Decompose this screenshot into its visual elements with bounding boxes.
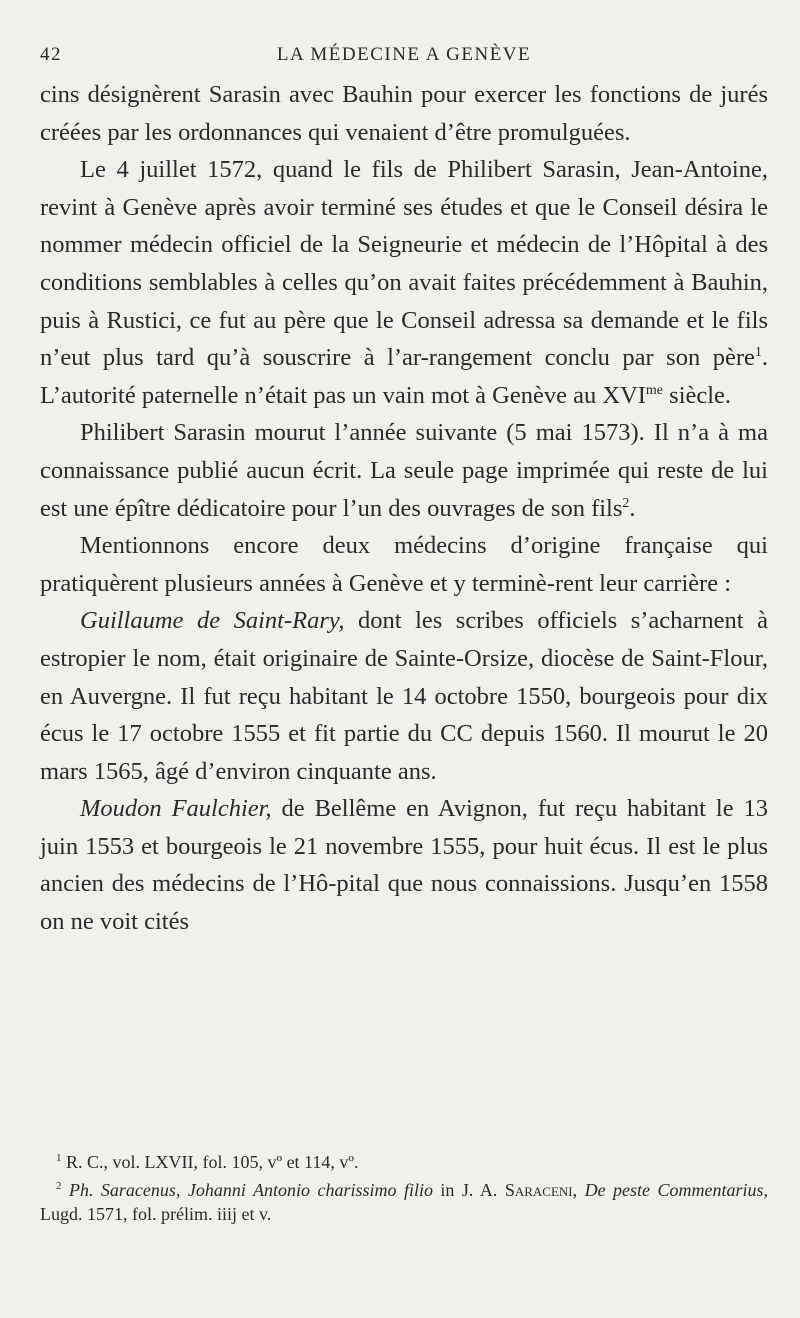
footnote-2: $^2$ Ph. Saracenus, Johanni Antonio charissimo filio in J. A. Saraceni, De peste Commentarius, Lugd. 1571, fol. prélim. iiij et v. [40, 1180, 769, 1224]
running-title: LA MÉDECINE A GENÈVE [276, 44, 532, 65]
person-name: Guillaume de Saint-Rary, [80, 607, 345, 635]
paragraph-3: Philibert Sarasin mourut l’année suivante (5 mai 1573). Il n’a à ma connaissance publié aucun écrit. La seule page imprimée qui reste de lui est une épître dédicatoire pour l’un des ouvrages de son fils$^2$. [40, 419, 768, 522]
paragraph-4: Mentionnons encore deux médecins d’origine française qui pratiquèrent plusieurs années à Genève et y terminè-rent leur carrière : [40, 532, 768, 597]
paragraph-2: Le 4 juillet 1572, quand le fils de Philibert Sarasin, Jean-Antoine, revint à Genève après avoir terminé ses études et que le Conseil désira le nommer médecin officiel de la Seigneurie et médecin de l’Hôpital à des conditions semblables à celles qu’on avait faites précédemment à Bauhin, puis à Rustici, ce fut au père que le Conseil adressa sa demande et le fils n’eut plus tard qu’à souscrire à l’ar-rangement conclu par son père$^1$. L’autorité paternelle n’était pas un vain mot à Genève au $XVI^{me}$ siècle. [40, 156, 768, 409]
footnote-ref-1[interactable]: 1 [754, 345, 762, 360]
page-number: 42 [40, 44, 62, 65]
paragraph-5: Guillaume de Saint-Rary, dont les scribes officiels s’acharnent à estropier le nom, était originaire de Sainte-Orsize, diocèse de Saint-Flour, en Auvergne. Il fut reçu habitant le 14 octobre 1550, bourgeois pour dix écus le 17 octobre 1555 et fit partie du CC depuis 1560. Il mourut le 20 mars 1565, âgé d’environ cinquante ans. [40, 607, 768, 785]
body-text [40, 76, 768, 941]
paragraph-1: cins désignèrent Sarasin avec Bauhin pour exercer les fonctions de jurés créées par les ordonnances qui venaient d’être promulguées. [40, 81, 768, 146]
footnotes [40, 1146, 768, 1226]
paragraph-6: Moudon Faulchier, de Bellême en Avignon, fut reçu habitant le 13 juin 1553 et bourgeois le 21 novembre 1555, pour huit écus. Il est le plus ancien des médecins de l’Hô-pital que nous connaissions. Jusqu’en 1558 on ne voit cités [40, 795, 768, 936]
footnote-ref-2[interactable]: 2 [622, 495, 630, 511]
person-name: Moudon Faulchier, [80, 795, 272, 823]
footnote-1: $^1$ R. C., vol. LXVII, fol. 105, vº et 114, vº. [56, 1152, 359, 1172]
page-header [40, 44, 768, 66]
